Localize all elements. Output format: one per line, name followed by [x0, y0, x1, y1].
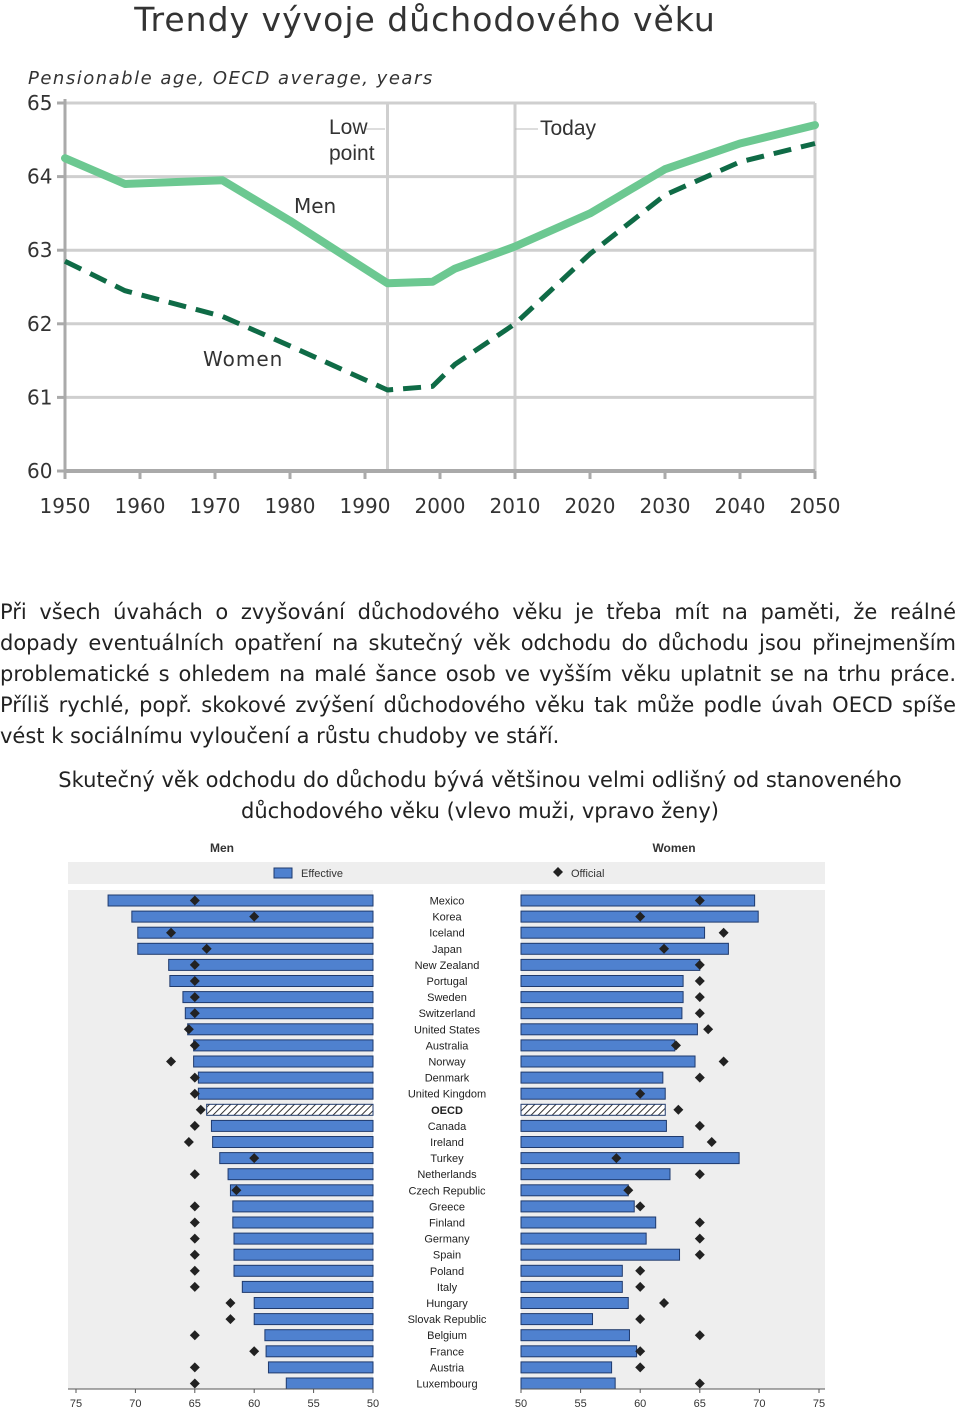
men-bar — [211, 1120, 373, 1131]
women-x-tick-label: 55 — [574, 1398, 587, 1410]
women-bar — [521, 1330, 629, 1341]
women-bar — [521, 1185, 628, 1196]
men-bar — [207, 1104, 373, 1115]
country-label: Norway — [428, 1056, 466, 1069]
women-bar — [521, 1072, 663, 1083]
x-tick-label: 2020 — [564, 494, 616, 518]
x-tick-label: 2050 — [789, 494, 841, 518]
men-bar — [254, 1314, 373, 1325]
women-bar — [521, 992, 683, 1003]
men-bar — [286, 1378, 373, 1389]
men-x-tick-label: 55 — [307, 1398, 320, 1410]
men-bar — [230, 1185, 373, 1196]
men-bar — [234, 1249, 373, 1260]
x-tick-label: 2030 — [639, 494, 691, 518]
x-tick-label: 1950 — [39, 494, 91, 518]
country-label: Mexico — [429, 895, 465, 908]
men-bar — [194, 1056, 373, 1067]
country-label: Iceland — [429, 927, 465, 940]
country-label: Sweden — [427, 992, 467, 1005]
women-bar — [521, 943, 728, 954]
country-label: Canada — [427, 1120, 467, 1133]
women-bar — [521, 1265, 622, 1276]
y-tick-label: 63 — [27, 238, 53, 263]
country-label: Poland — [429, 1265, 465, 1278]
country-label: Denmark — [424, 1072, 470, 1085]
men-bar — [188, 1024, 373, 1035]
women-bar — [521, 1346, 637, 1357]
country-label: Austria — [429, 1362, 465, 1375]
women-bar — [521, 1120, 666, 1131]
men-bar — [170, 976, 373, 987]
men-bar — [198, 1088, 373, 1099]
women-bar — [521, 1217, 656, 1228]
men-bar — [138, 943, 373, 954]
country-label: Australia — [425, 1040, 469, 1053]
women-x-tick-label: 60 — [634, 1398, 647, 1410]
legend-effective-swatch — [274, 868, 292, 878]
women-bar — [521, 1281, 622, 1292]
country-label: New Zealand — [414, 959, 480, 972]
men-bar — [234, 1265, 373, 1276]
country-label: OECD — [431, 1104, 463, 1117]
x-tick-label: 1970 — [189, 494, 241, 518]
low-point-label-line1: Low — [329, 116, 368, 139]
country-label: United States — [413, 1024, 481, 1037]
women-bar — [521, 1298, 628, 1309]
men-bar — [233, 1201, 373, 1212]
women-x-tick-label: 50 — [514, 1398, 528, 1410]
legend-effective-label: Effective — [301, 868, 343, 880]
women-bar — [521, 895, 755, 906]
women-bar — [521, 1040, 675, 1051]
country-label: Greece — [428, 1201, 466, 1214]
country-label: Spain — [432, 1249, 462, 1262]
men-x-tick-label: 75 — [69, 1398, 83, 1410]
women-bar — [521, 1233, 646, 1244]
women-bar — [521, 927, 705, 938]
men-bar — [254, 1298, 373, 1309]
body-paragraph: Při všech úvahách o zvyšování důchodového věku je třeba mít na paměti, že reálné dopady eventuálních opatření na skutečný věk odchodu do důchodu jsou přinejmenším problematické s ohledem na malé šance osob ve vyšším věku uplatnit se na trhu práce. Příliš rychlé, popř. skokové zvýšení důchodového věku tak může podle úvah OECD spíše vést k sociálnímu vyloučení a růstu chudoby ve stáří. — [0, 600, 956, 748]
figure-caption: Skutečný věk odchodu do důchodu bývá většinou velmi odlišný od stanoveného důchodového věku (vlevo muži, vpravo ženy) — [58, 768, 902, 823]
men-bar — [198, 1072, 373, 1083]
men-series-label: Men — [294, 194, 337, 218]
men-x-tick-label: 50 — [366, 1398, 380, 1410]
men-bar — [108, 895, 373, 906]
y-tick-label: 64 — [27, 164, 53, 189]
pensionable-age-chart — [0, 90, 900, 530]
women-bar — [521, 1024, 697, 1035]
women-bar — [521, 1104, 665, 1115]
women-bar — [521, 1314, 593, 1325]
country-label: Germany — [424, 1233, 470, 1246]
men-bar — [233, 1217, 373, 1228]
women-bar — [521, 1378, 615, 1389]
page-title: Trendy vývoje důchodového věku — [134, 0, 716, 39]
women-series-label: Women — [203, 347, 284, 371]
y-tick-label: 60 — [27, 459, 53, 483]
women-bar — [521, 976, 683, 987]
x-tick-label: 1960 — [114, 494, 166, 518]
men-bar — [213, 1137, 373, 1148]
y-tick-label: 65 — [27, 91, 53, 115]
women-x-tick-label: 75 — [812, 1398, 826, 1410]
men-x-tick-label: 65 — [188, 1398, 201, 1410]
country-label: France — [429, 1346, 465, 1359]
women-x-tick-label: 65 — [693, 1398, 706, 1410]
country-label: Czech Republic — [408, 1185, 486, 1198]
x-tick-label: 2040 — [714, 494, 766, 518]
women-bar — [521, 1249, 680, 1260]
women-bar — [521, 1153, 739, 1164]
country-label: Luxembourg — [416, 1378, 478, 1391]
men-panel-header: Men — [210, 841, 234, 855]
men-bar — [185, 1008, 373, 1019]
men-bar — [194, 1040, 373, 1051]
legend-official-label: Official — [571, 868, 605, 880]
women-bar — [521, 1169, 670, 1180]
today-label: Today — [540, 117, 597, 140]
women-bar — [521, 1008, 682, 1019]
men-bar — [242, 1281, 373, 1292]
retirement-age-comparison-chart — [60, 836, 845, 1414]
country-label: Japan — [432, 943, 462, 956]
chart-subtitle: Pensionable age, OECD average, years — [28, 68, 434, 89]
series-line-men — [65, 125, 815, 283]
country-label: Finland — [428, 1217, 466, 1230]
country-label: Belgium — [427, 1330, 467, 1343]
women-bar — [521, 959, 700, 970]
women-x-tick-label: 70 — [753, 1398, 766, 1410]
y-tick-label: 61 — [27, 385, 53, 410]
country-label: Italy — [436, 1281, 458, 1294]
men-bar — [220, 1153, 373, 1164]
x-tick-label: 1980 — [264, 494, 316, 518]
y-tick-label: 62 — [27, 311, 53, 336]
women-bar — [521, 1137, 683, 1148]
country-label: Netherlands — [417, 1169, 477, 1182]
country-label: Hungary — [426, 1298, 468, 1310]
x-tick-label: 1990 — [339, 494, 391, 518]
women-bar — [521, 1201, 634, 1212]
country-label: Slovak Republic — [407, 1314, 487, 1327]
country-label: Korea — [432, 911, 462, 924]
men-bar — [268, 1362, 373, 1373]
men-bar — [265, 1330, 373, 1341]
women-bar — [521, 1056, 695, 1067]
legend-band — [68, 862, 825, 884]
men-bar — [266, 1346, 373, 1357]
men-bar — [234, 1233, 373, 1244]
men-bar — [183, 992, 373, 1003]
women-bar — [521, 1362, 612, 1373]
country-label: Portugal — [426, 976, 468, 988]
men-x-tick-label: 60 — [248, 1398, 261, 1410]
men-bar — [228, 1169, 373, 1180]
country-label: Ireland — [430, 1137, 464, 1149]
x-tick-label: 2010 — [489, 494, 541, 518]
country-label: Turkey — [430, 1153, 464, 1166]
country-label: United Kingdom — [407, 1088, 487, 1101]
low-point-label-line2: point — [329, 142, 375, 165]
women-panel-header: Women — [652, 841, 696, 855]
x-tick-label: 2000 — [414, 494, 466, 518]
men-x-tick-label: 70 — [129, 1398, 142, 1410]
country-label: Switzerland — [418, 1008, 476, 1021]
